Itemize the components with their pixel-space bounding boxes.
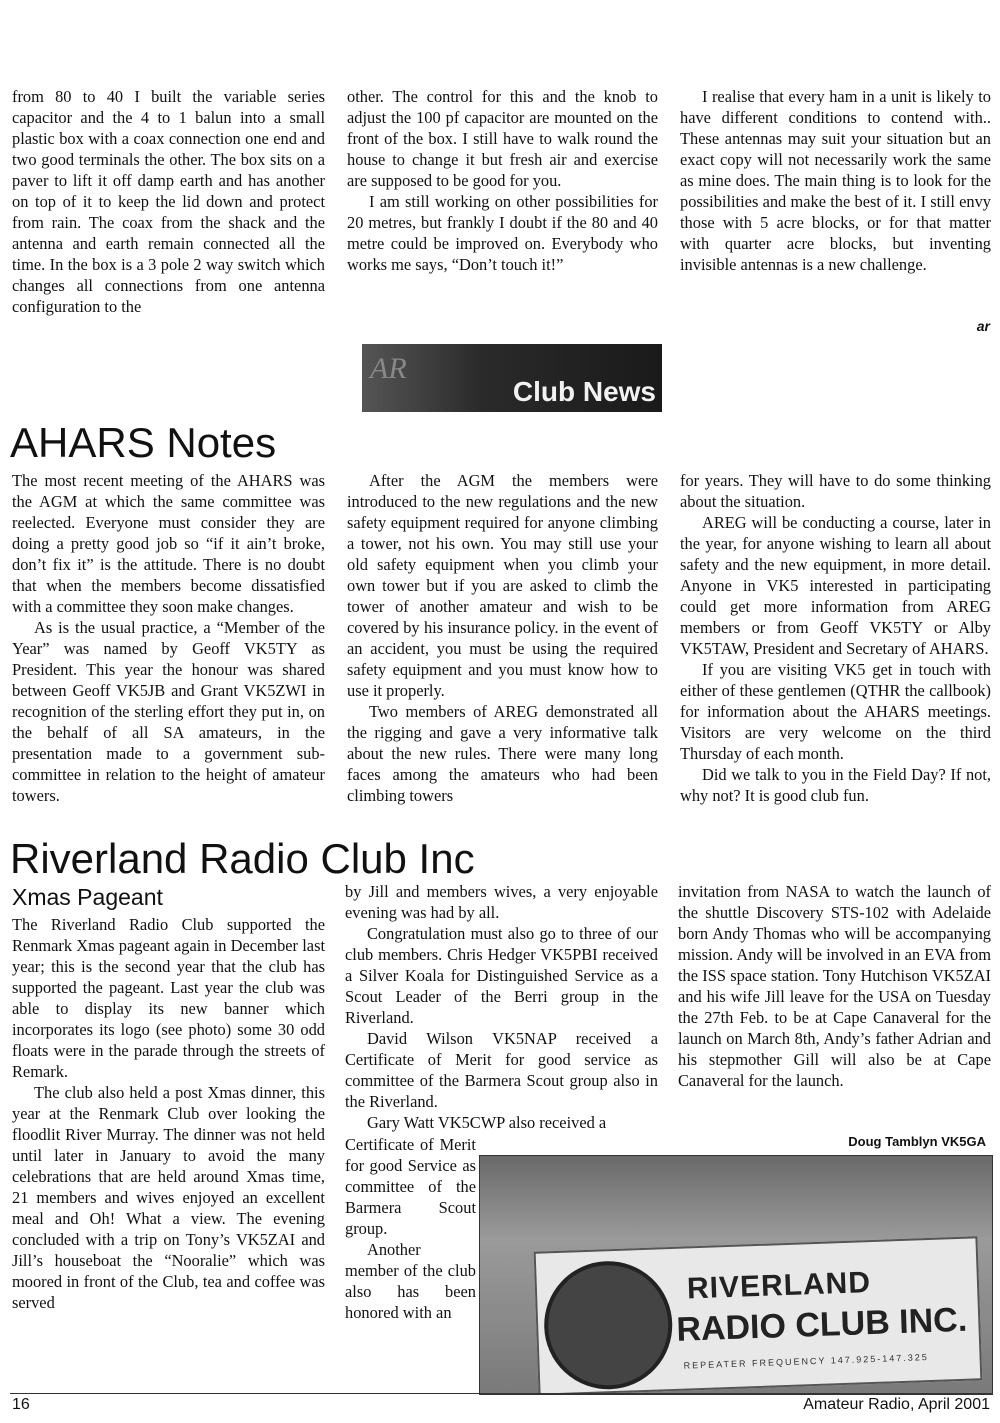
paragraph: The Riverland Radio Club supported the Renmark Xmas pageant again in December last year; this is the second year that the club has supported the pageant. Last year the club was able to display its new banner which incorporates its logo (see photo) some 30 odd floats were in the parade through the streets of Remark.: [12, 915, 325, 1081]
riverland-heading: Riverland Radio Club Inc: [10, 835, 475, 882]
paragraph: Another member of the club also has been honored with an: [345, 1240, 476, 1322]
ahars-col-3: [680, 470, 991, 806]
end-mark: ar: [976, 318, 990, 334]
paragraph: invitation from NASA to watch the launch of the shuttle Discovery STS-102 with Adelaide born Andy Thomas who will be accompanying mission. Andy will be involved in an EVA from the ISS space station. Tony Hutchison VK5ZAI and his wife Jill leave for the USA on Tuesday the 27th Feb. to be at Cape Canaveral for the launch on March 8th, Andy’s father Adrian and his stepmother Gill will also be at Cape Canaveral for the launch.: [678, 882, 991, 1090]
paragraph: As is the usual practice, a “Member of the Year” was named by Geoff VK5TY as President. This year the honour was shared between Geoff VK5JB and Grant VK5ZWI in recognition of the sterling effort they put in, on the behalf of all SA amateurs, in the presentation made to a government sub-committee in relation to the height of amateur towers.: [12, 618, 325, 805]
paragraph: by Jill and members wives, a very enjoyable evening was had by all.: [345, 882, 658, 922]
riverland-col-2: [345, 881, 658, 1133]
paragraph: for years. They will have to do some thinking about the situation.: [680, 471, 991, 511]
top-col-1: [12, 86, 325, 317]
author-signature: Doug Tamblyn VK5GA: [848, 1134, 986, 1149]
publication-info: Amateur Radio, April 2001: [803, 1396, 990, 1413]
top-col-3: [680, 86, 991, 275]
ahars-heading: AHARS Notes: [10, 419, 277, 466]
footer-rule: [10, 1393, 992, 1394]
paragraph: I realise that every ham in a unit is likely to have different conditions to contend with.. These antennas may suit your situation but an exact copy will not necessarily work the same as mine does. The main thing is to look for the possibilities and make the best of it. I still envy those with 5 acre blocks, or for that matter with quarter acre blocks, but inventing invisible antennas is a new challenge.: [680, 87, 991, 274]
paragraph: AREG will be conducting a course, later in the year, for anyone wishing to learn all about safety and the new equipment, in more detail. Anyone in VK5 interested in participating could get more information from AREG members or from Geoff VK5TY or Alby VK5TAW, President and Secretary of AHARS.: [680, 513, 991, 658]
club-news-banner: [362, 344, 662, 412]
paragraph: from 80 to 40 I built the variable series capacitor and the 4 to 1 balun into a small plastic box with a coax connection one end and two good terminals the other. The box sits on a paver to lift it off damp earth and has another on top of it to keep the lid down and protect from rain. The coax from the shack and the antenna and earth remain connected all the time. In the box is a 3 pole 2 way switch which changes all connections from one antenna configuration to the: [12, 87, 325, 316]
paragraph: The club also held a post Xmas dinner, this year at the Renmark Club over looking the floodlit River Murray. The dinner was not held until later in January to avoid the many celebrations that are held around Xmas time, 21 members and wives enjoyed an excellent meal and Oh! What a view. The evening concluded with a trip on Tony’s VK5ZAI and Jill’s houseboat the “Nooralie” which was moored in front of the Club, tea and coffee was served: [12, 1083, 325, 1312]
paragraph: Certificate of Merit for good Service as committee of the Barmera Scout group.: [345, 1135, 476, 1238]
photo-banner-line-2: RADIO CLUB INC.: [675, 1300, 968, 1349]
ar-logo-icon: AR: [370, 352, 407, 385]
paragraph: other. The control for this and the knob to adjust the 100 pf capacitor are mounted on the front of the box. I still have to walk round the house to change it but fresh air and exercise are supposed to be good for you.: [347, 87, 658, 190]
club-logo-icon: [542, 1259, 674, 1391]
paragraph: The most recent meeting of the AHARS was the AGM at which the same committee was reelected. Everyone must consider they are doing a pretty good job so “if it ain’t broke, don’t fix it” is the attitude. There is no doubt that when the members become dissatisfied with a committee they soon make changes.: [12, 471, 325, 616]
photo-banner-line-3: REPEATER FREQUENCY 147.925-147.325: [683, 1352, 929, 1371]
banner-cloth: [534, 1236, 983, 1395]
paragraph: Did we talk to you in the Field Day? If not, why not? It is good club fun.: [680, 765, 991, 805]
ahars-col-1: [12, 470, 325, 806]
paragraph: After the AGM the members were introduced to the new regulations and the new safety equipment required for anyone climbing a tower, not his own. You may still use your old safety equipment when you climb your own tower but if you are asked to climb the tower of another amateur and wish to be covered by his insurance policy. in the event of an accident, you must be using the required safety equipment and you must know how to use it properly.: [347, 471, 658, 700]
riverland-col-2-narrow: [345, 1134, 476, 1323]
paragraph: Two members of AREG demonstrated all the rigging and gave a very informative talk about the new rules. There were many long faces among the amateurs who had been climbing towers: [347, 702, 658, 805]
paragraph: David Wilson VK5NAP received a Certificate of Merit for good service as committee of the Barmera Scout group also in the Riverland.: [345, 1029, 658, 1111]
top-col-2: [347, 86, 658, 275]
paragraph: Gary Watt VK5CWP also received a: [367, 1113, 607, 1132]
banner-title: Club News: [512, 376, 656, 407]
club-banner-photo: [479, 1155, 993, 1395]
ahars-col-2: [347, 470, 658, 806]
paragraph: Congratulation must also go to three of our club members. Chris Hedger VK5PBI received a Silver Koala for Distinguished Service as a Scout Leader of the Berri group in the Riverland.: [345, 924, 658, 1027]
paragraph: I am still working on other possibilities for 20 metres, but frankly I doubt if the 80 and 40 metre could be improved on. Everybody who works me says, “Don’t touch it!”: [347, 192, 658, 274]
photo-banner-line-1: RIVERLAND: [686, 1266, 872, 1306]
riverland-col-1: [12, 914, 325, 1313]
xmas-pageant-subheading: Xmas Pageant: [12, 884, 163, 910]
page-number: 16: [12, 1396, 30, 1413]
paragraph: If you are visiting VK5 get in touch with either of these gentlemen (QTHR the callbook) for information about the AHARS meetings. Visitors are very welcome on the third Thursday of each month.: [680, 660, 991, 763]
riverland-col-3: [678, 881, 991, 1091]
